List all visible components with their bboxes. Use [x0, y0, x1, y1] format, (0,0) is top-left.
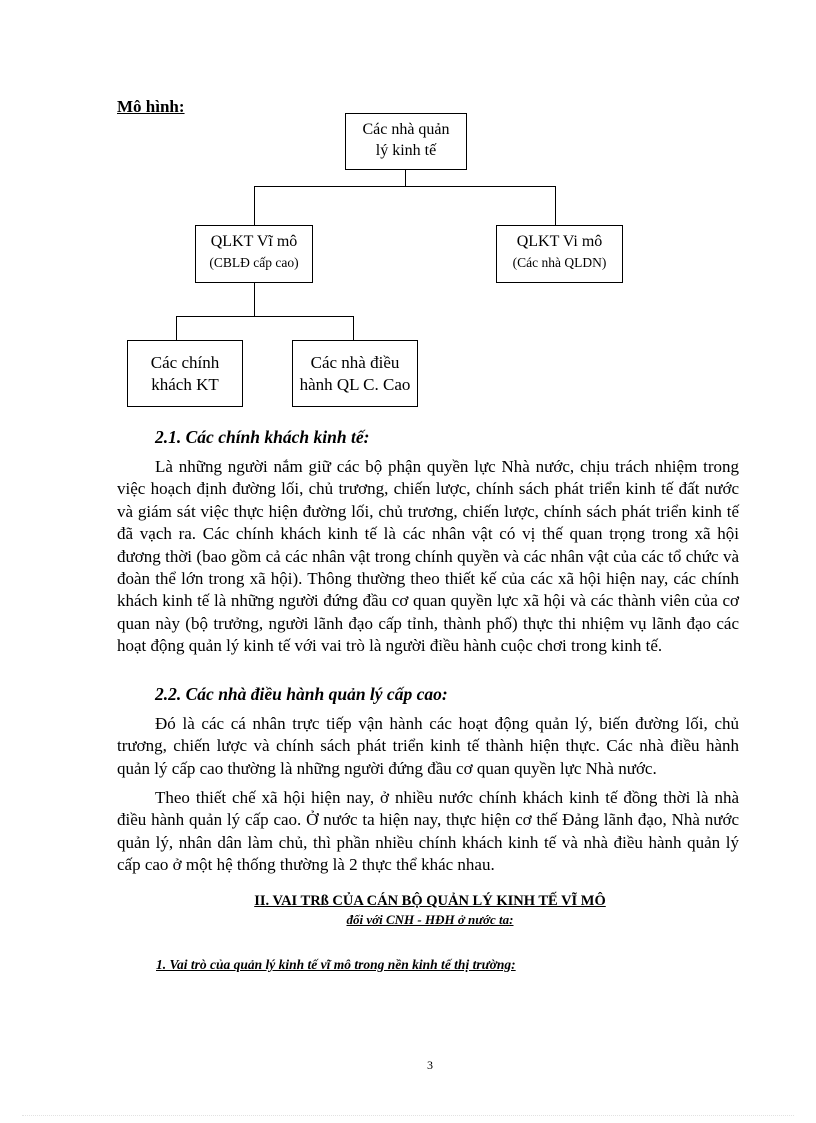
section-2-1-body: Là những người nắm giữ các bộ phận quyền lực Nhà nước, chịu trách nhiệm trong việc hoạch định đường lối, chủ trương, chiến lược, chính sách phát triển kinh tế đất nước và giám sát việc thực hiện đường lối, chủ trương, chiến lược, chính sách phát triển kinh tế đã vạch ra. Các chính khách kinh tế là các nhân vật có vị thế quan trọng trong xã hội đương thời (bao gồm cả các nhân vật trong chính quyền và các nhân vật của các tổ chức và đoàn thể lớn trong xã hội). Thông thường theo thiết kế của các xã hội hiện nay, các chính khách kinh tế là những người đứng đầu cơ quan quyền lực xã hội và các thành viên của cơ quan này (bộ trưởng, người lãnh đạo cấp tỉnh, thành phố) thực thi nhiệm vụ lãnh đạo các hoạt động quản lý kinh tế với vai trò là người điều hành cuộc chơi trong kinh tế. [117, 457, 739, 656]
section-2-2-body-2: Theo thiết chế xã hội hiện nay, ở nhiều nước chính khách kinh tế đồng thời là nhà điều hành quản lý cấp cao. Ở nước ta hiện nay, thực hiện cơ thế Đảng lãnh đạo, Nhà nước quản lý, nhân dân làm chủ, thì phần nhiều chính khách kinh tế và nhà điều hành quản lý cấp cao ở một hệ thống thường là 2 thực thể khác nhau. [117, 788, 739, 875]
box-senior-executives-line1: Các nhà điều [310, 353, 400, 372]
box-macro-management-line1: QLKT Vĩ mô [210, 233, 298, 250]
box-senior-executives-line2: hành QL C. Cao [299, 375, 411, 394]
connector-macro-down [254, 283, 255, 317]
page-number: 3 [427, 1058, 433, 1072]
connector-bottom-horizontal [176, 316, 354, 317]
box-micro-management [496, 225, 623, 283]
section-2-2-body-1: Đó là các cá nhân trực tiếp vận hành các hoạt động quản lý, biến đường lối, chủ trương, chiến lược và chính sách phát triển kinh tế thành hiện thực. Các nhà điều hành quản lý cấp cao thường là những người đứng đầu cơ quan quyền lực Nhà nước. [117, 714, 739, 778]
chapter-title-line1: II. VAI TRß CỦA CÁN BỘ QUẢN LÝ KINH TẾ VĨ MÔ [254, 893, 606, 909]
box-economic-managers [345, 113, 467, 170]
chapter-title-line2: đối với CNH - HĐH ở nước ta: [346, 912, 514, 927]
box-economic-politicians-line1: Các chính [150, 353, 220, 372]
section-2-1-title: 2.1. Các chính khách kinh tế: [155, 427, 370, 447]
connector-to-micro [555, 186, 556, 226]
section-2-2-title: 2.2. Các nhà điều hành quản lý cấp cao: [155, 684, 448, 704]
box-macro-management-line2: (CBLĐ cấp cao) [209, 255, 299, 270]
connector-to-politicians [176, 316, 177, 341]
box-micro-management-line2: (Các nhà QLDN) [512, 255, 607, 270]
box-economic-managers-line1: Các nhà quản [362, 121, 450, 138]
box-economic-politicians-line2: khách KT [151, 375, 219, 394]
model-heading: Mô hình: [117, 97, 185, 116]
connector-top-horizontal [254, 186, 556, 187]
page-footer-divider [22, 1115, 794, 1116]
box-micro-management-line1: QLKT Vi mô [516, 233, 603, 250]
box-economic-managers-line2: lý kinh tế [375, 142, 437, 159]
connector-top-down [405, 170, 406, 187]
section-1-heading: 1. Vai trò của quản lý kinh tế vĩ mô trong nền kinh tế thị trường: [156, 957, 516, 972]
box-senior-executives [292, 340, 418, 407]
connector-to-executives [353, 316, 354, 341]
box-economic-politicians [127, 340, 243, 407]
connector-to-macro [254, 186, 255, 226]
box-macro-management [195, 225, 313, 283]
